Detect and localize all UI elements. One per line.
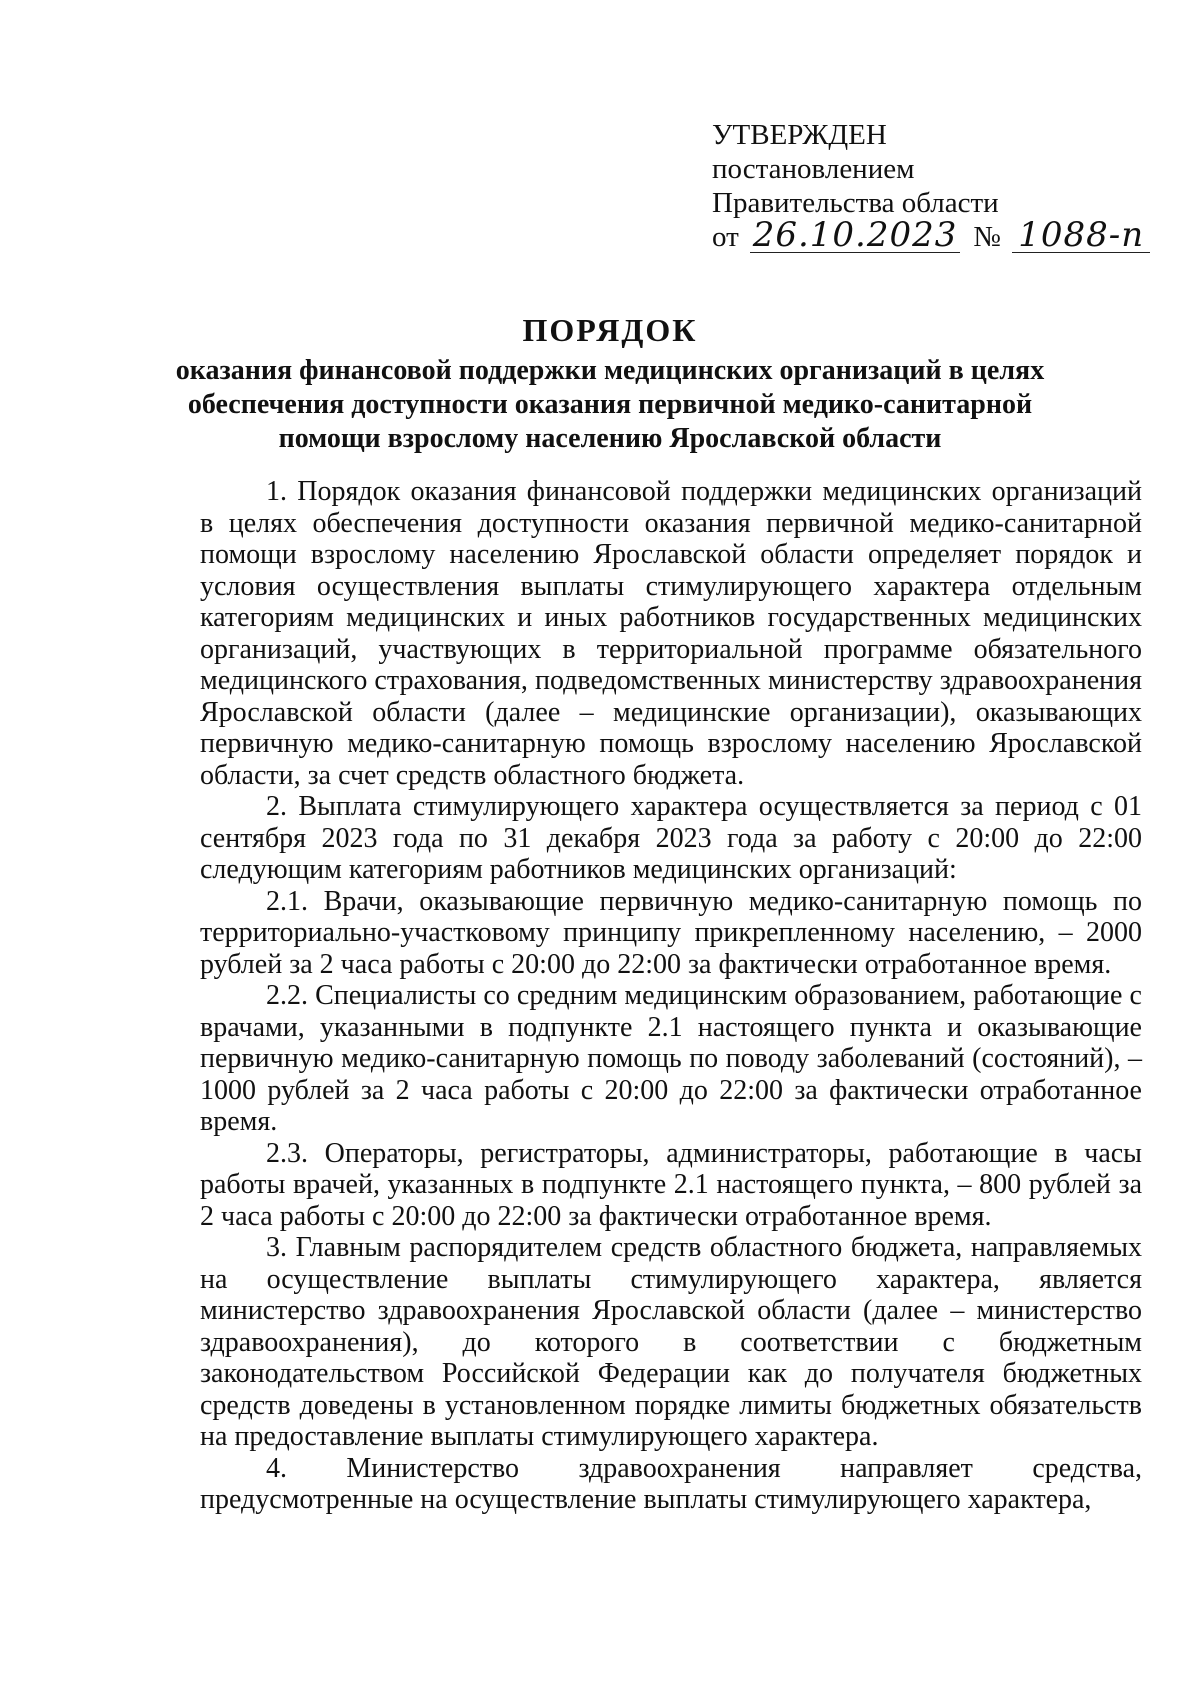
document-title: ПОРЯДОК bbox=[522, 312, 698, 348]
approval-number-field bbox=[1012, 215, 1150, 255]
paragraph-2-1: 2.1. Врачи, оказывающие первичную медико-санитарную помощь по территориально-участковому принципу прикрепленному населению, – 2000 рублей за 2 часа работы с 20:00 до 22:00 за фактически отработанное время. bbox=[200, 885, 1142, 980]
paragraph-4: 4. Министерство здравоохранения направляет средства, предусмотренные на осуществление выплаты стимулирующего характера, bbox=[200, 1452, 1142, 1515]
paragraph-2-2: 2.2. Специалисты со средним медицинским образованием, работающие с врачами, указанными в подпункте 2.1 настоящего пункта и оказывающие первичную медико-санитарную помощь по поводу заболеваний (состояний), – 1000 рублей за 2 часа работы с 20:00 до 22:00 за фактически отработанное время. bbox=[200, 980, 1142, 1137]
approval-approved-label: УТВЕРЖДЕН bbox=[712, 119, 887, 151]
approval-from-label: от bbox=[712, 221, 739, 253]
document-subtitle-line: оказания финансовой поддержки медицинских организаций в целях bbox=[175, 355, 1045, 386]
approval-date-handwritten: 26.10.2023 bbox=[752, 215, 958, 255]
approval-date-number-line bbox=[712, 215, 1145, 255]
document-subtitle-line: помощи взрослому населению Ярославской области bbox=[278, 423, 942, 454]
approval-number-handwritten: 1088-п bbox=[1018, 215, 1145, 255]
approval-government-label: Правительства области bbox=[712, 187, 999, 219]
document-subtitle-line: обеспечения доступности оказания первичной медико-санитарной bbox=[187, 389, 1033, 420]
paragraph-2: 2. Выплата стимулирующего характера осуществляется за период с 01 сентября 2023 года по 31 декабря 2023 года за работу с 20:00 до 22:00 следующим категориям работников медицинских организаций: bbox=[200, 791, 1142, 885]
approval-stamp bbox=[712, 118, 1145, 255]
paragraph-1: 1. Порядок оказания финансовой поддержки медицинских организаций в целях обеспечения доступности оказания первичной медико-санитарной помощи взрослому населению Ярославской области определяет порядок и условия осуществления выплаты стимулирующего характера отдельным категориям медицинских и иных работников государственных медицинских организаций, участвующих в территориальной программе обязательного медицинского страхования, подведомственных министерству здравоохранения Ярославской области (далее – медицинские организации), оказывающих первичную медико-санитарную помощь взрослому населению Ярославской области, за счет средств областного бюджета. bbox=[200, 476, 1142, 791]
approval-number-label: № bbox=[973, 221, 1001, 253]
document-body bbox=[200, 476, 1142, 1516]
approval-resolution-label: постановлением bbox=[712, 153, 915, 185]
paragraph-2-3: 2.3. Операторы, регистраторы, администраторы, работающие в часы работы врачей, указанных в подпункте 2.1 настоящего пункта, – 800 рублей за 2 часа работы с 20:00 до 22:00 за фактически отработанное время. bbox=[200, 1137, 1142, 1232]
document-title-block bbox=[150, 310, 1070, 456]
paragraph-3: 3. Главным распорядителем средств областного бюджета, направляемых на осуществление выплаты стимулирующего характера, является министерство здравоохранения Ярославской области (далее – министерство здравоохранения), до которого в соответствии с бюджетным законодательством Российской Федерации как до получателя бюджетных средств доведены в установленном порядке лимиты бюджетных обязательств на предоставление выплаты стимулирующего характера. bbox=[200, 1232, 1142, 1452]
approval-date-field bbox=[750, 215, 960, 255]
